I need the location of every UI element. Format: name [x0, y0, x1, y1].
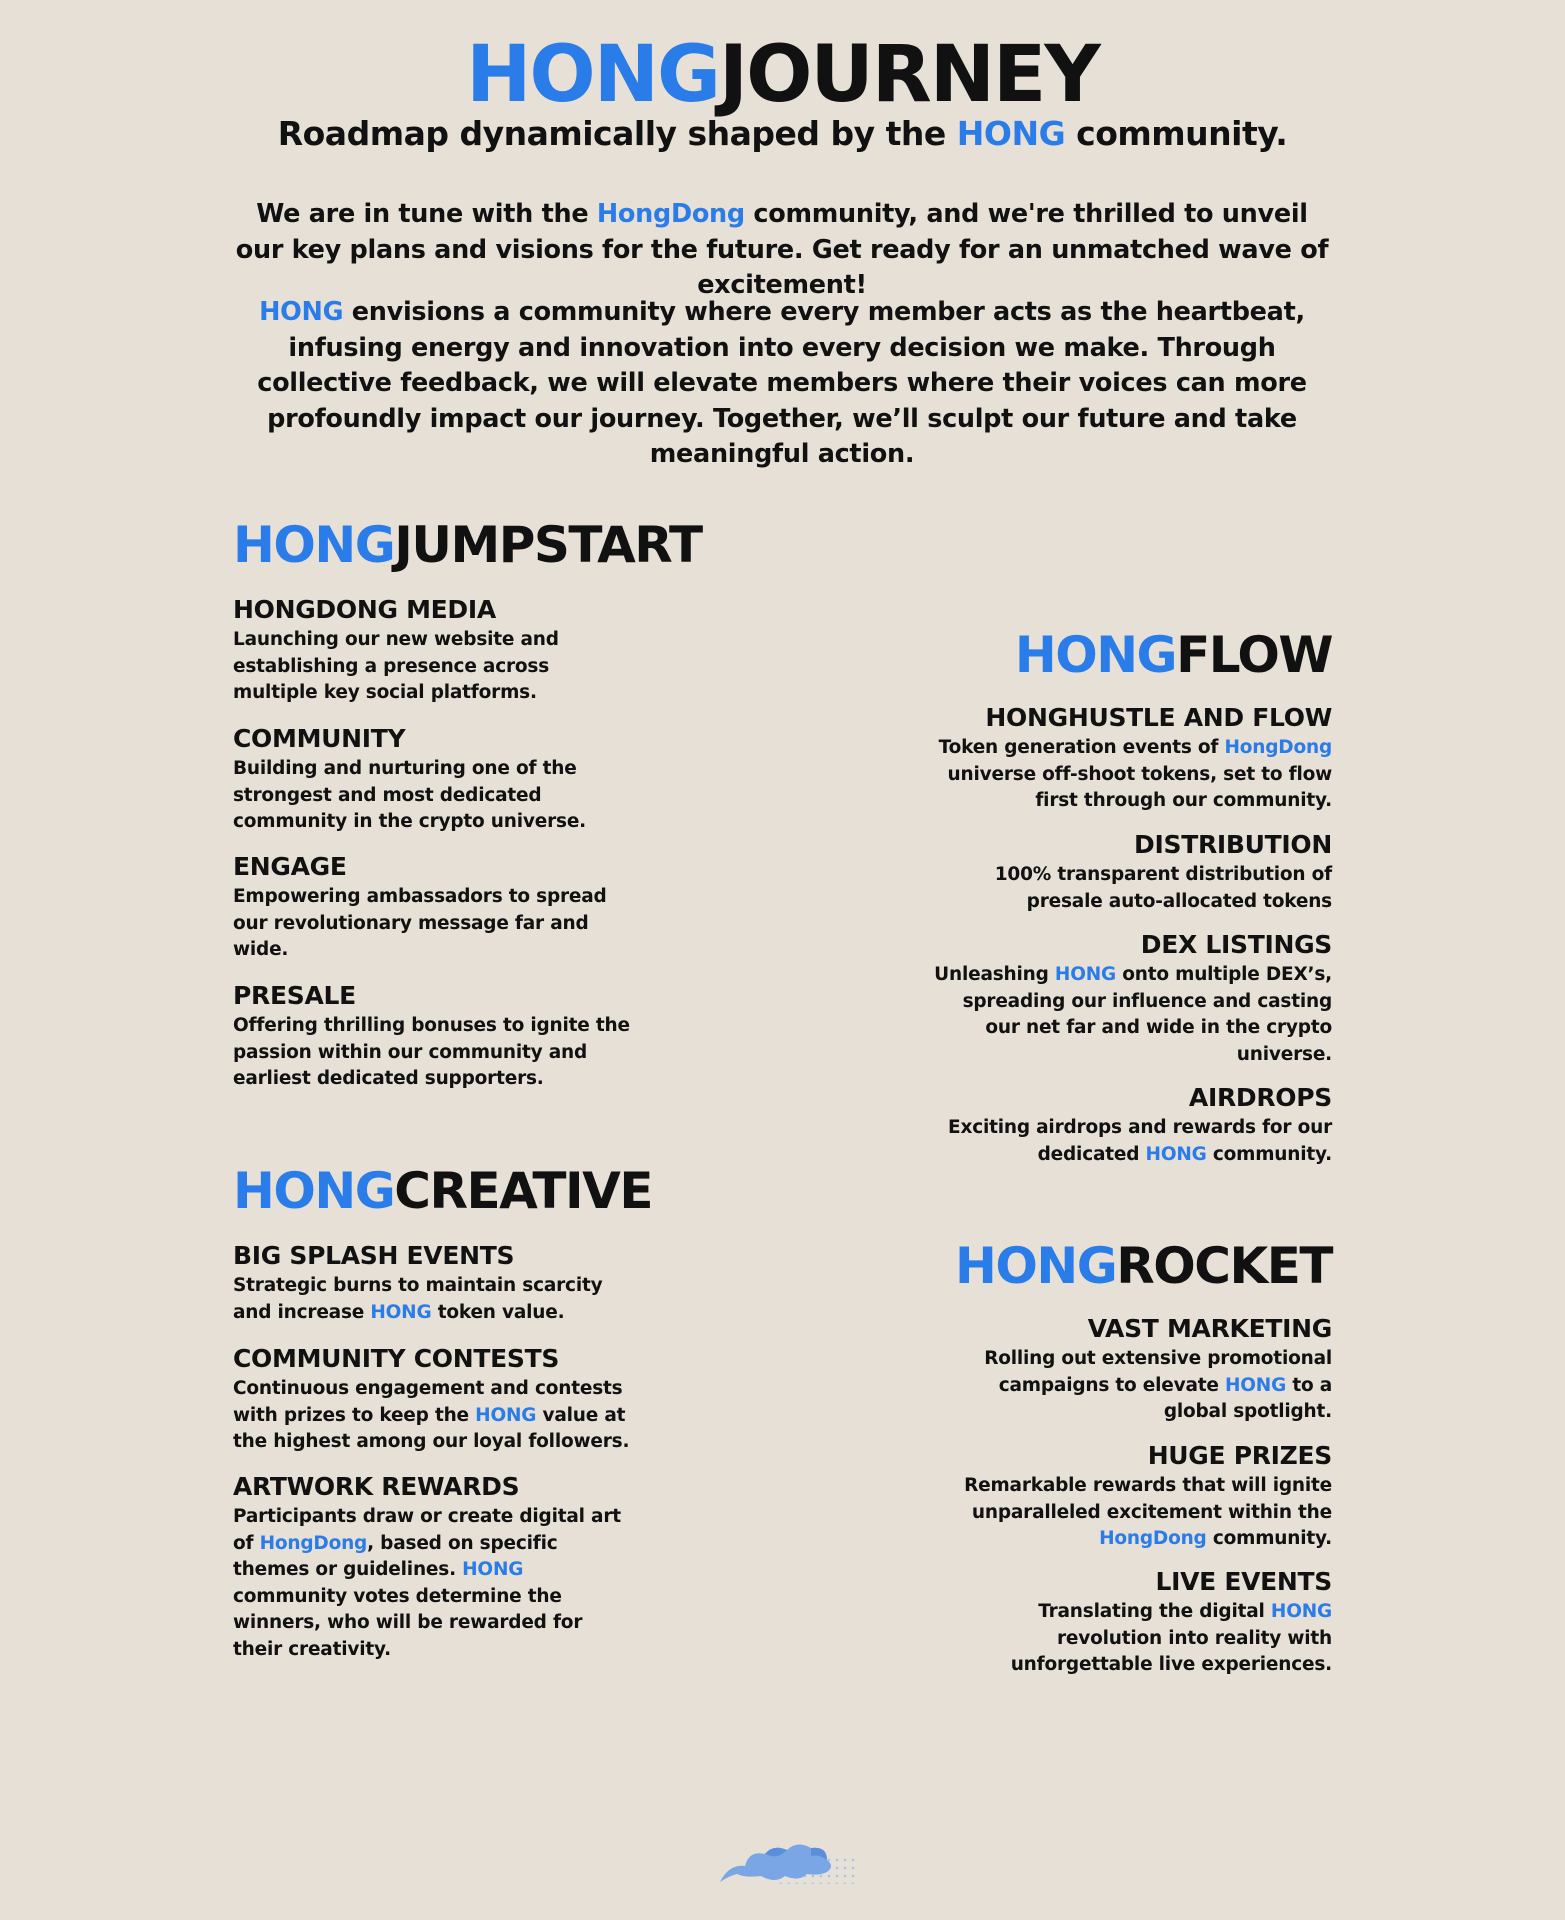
desc-text: Exciting airdrops and rewards for our dedicated — [948, 1117, 1332, 1165]
desc-accent: HONG — [475, 1404, 537, 1426]
roadmap-item-live-events — [932, 1567, 1332, 1679]
page-title-rest: JOURNEY — [719, 30, 1099, 120]
heading-accent: HONG — [233, 1162, 395, 1220]
item-title: LIVE EVENTS — [1155, 1567, 1332, 1596]
item-description: Launching our new website and establishing a presence across multiple key social platforms. — [233, 629, 559, 703]
desc-text: Remarkable rewards that will ignite unparalleled excitement within the — [964, 1475, 1332, 1523]
desc-accent: HongDong — [1224, 737, 1332, 758]
roadmap-item-dex-listings — [932, 930, 1332, 1068]
desc-text: Unleashing — [934, 964, 1055, 985]
desc-accent: HONG — [1054, 964, 1116, 985]
roadmap-item-presale — [233, 981, 633, 1093]
intro-2-text-post: envisions a community where every member acts as the heartbeat, infusing energy and innovation into every decision we make. Through collective feedback, we will elevate members where their voices can more profoundly impact our journey. Together, we’ll sculpt our future and take meaningful action. — [257, 297, 1307, 469]
section-heading-flow — [1014, 626, 1332, 684]
item-description — [932, 962, 1332, 1068]
desc-text: onto multiple DEX’s, spreading our influence and casting our net far and wide in the crypto universe. — [962, 964, 1332, 1065]
item-description — [932, 1599, 1332, 1679]
item-title: ENGAGE — [233, 852, 347, 881]
section-heading-rocket — [955, 1237, 1332, 1295]
roadmap-item-big-splash-events — [233, 1241, 633, 1326]
roadmap-item-community-contests — [233, 1344, 633, 1456]
item-title: COMMUNITY — [233, 724, 406, 753]
heading-rest: ROCKET — [1116, 1237, 1332, 1295]
item-title: PRESALE — [233, 981, 356, 1010]
item-title: AIRDROPS — [1188, 1083, 1332, 1112]
desc-text: Translating the digital — [1038, 1601, 1271, 1622]
desc-text: community votes determine the winners, who will be rewarded for their creativity. — [233, 1585, 583, 1660]
desc-text: Rolling out extensive promotional campaigns to elevate — [984, 1348, 1332, 1396]
desc-accent: HongDong — [1099, 1528, 1207, 1549]
item-title: DISTRIBUTION — [1134, 830, 1332, 859]
section-heading-jumpstart — [233, 516, 702, 574]
desc-text: community. — [1206, 1528, 1332, 1549]
roadmap-item-artwork-rewards — [233, 1472, 633, 1663]
desc-text: 100% transparent distribution of presale auto-allocated tokens — [994, 864, 1332, 912]
item-description: Building and nurturing one of the strongest and most dedicated community in the crypto universe. — [233, 758, 586, 832]
roadmap-item-hongdong-media — [233, 595, 633, 707]
desc-accent: HONG — [370, 1301, 432, 1323]
intro-paragraph-1 — [232, 197, 1332, 304]
desc-accent: HongDong — [259, 1532, 368, 1554]
desc-accent: HONG — [1225, 1374, 1287, 1396]
intro-1-accent: HongDong — [596, 199, 745, 229]
desc-text: Strategic burns to maintain scarcity and increase — [233, 1275, 603, 1323]
roadmap-item-airdrops — [932, 1083, 1332, 1168]
page-title-accent: HONG — [466, 30, 720, 120]
item-title: HONGHUSTLE AND FLOW — [985, 703, 1332, 732]
heading-rest: CREATIVE — [394, 1162, 652, 1220]
desc-text: value at the highest among our loyal followers. — [233, 1404, 630, 1452]
section-heading-creative — [233, 1162, 652, 1220]
desc-accent: HONG — [1145, 1143, 1207, 1165]
desc-text: universe off-shoot tokens, set to flow first through our community. — [947, 763, 1332, 811]
heading-accent: HONG — [1014, 626, 1177, 684]
roadmap-item-community — [233, 724, 633, 836]
item-title: ARTWORK REWARDS — [233, 1472, 520, 1501]
item-title: HONGDONG MEDIA — [233, 595, 496, 624]
desc-text: revolution into reality with unforgettable live experiences. — [1010, 1627, 1332, 1675]
roadmap-item-honghustle-and-flow — [932, 703, 1332, 815]
desc-text: community. — [1206, 1143, 1332, 1165]
desc-text: to a global spotlight. — [1163, 1374, 1332, 1422]
roadmap-item-distribution — [932, 830, 1332, 915]
subtitle-text-pre: Roadmap dynamically shaped by the — [277, 114, 957, 153]
item-description — [932, 735, 1332, 815]
desc-text: Token generation events of — [938, 737, 1225, 758]
blue-cloud-logo-icon — [715, 1810, 865, 1900]
desc-text: Continuous engagement and contests with prizes to keep the — [233, 1378, 623, 1426]
item-description: Empowering ambassadors to spread our revolutionary message far and wide. — [233, 886, 607, 960]
roadmap-item-huge-prizes — [932, 1441, 1332, 1553]
item-title: COMMUNITY CONTESTS — [233, 1344, 560, 1373]
subtitle-text-post: community. — [1065, 114, 1288, 153]
subtitle-accent: HONG — [956, 114, 1066, 153]
page-subtitle — [0, 114, 1565, 154]
item-title: VAST MARKETING — [1087, 1314, 1332, 1343]
page-title — [0, 30, 1565, 120]
heading-accent: HONG — [955, 1237, 1117, 1295]
item-description — [233, 1504, 633, 1663]
item-description — [233, 1273, 633, 1326]
item-title: HUGE PRIZES — [1147, 1441, 1332, 1470]
roadmap-item-vast-marketing — [932, 1314, 1332, 1426]
desc-accent: HONG — [462, 1559, 524, 1580]
item-description — [932, 862, 1332, 915]
heading-accent: HONG — [233, 516, 395, 574]
intro-paragraph-2 — [232, 295, 1332, 473]
desc-accent: HONG — [1270, 1601, 1332, 1622]
intro-1-text-post: community, and we're thrilled to unveil our key plans and visions for the future. Get ready for an unmatched wave of excitement! — [235, 199, 1329, 300]
item-description — [233, 1376, 633, 1456]
heading-rest: FLOW — [1176, 626, 1332, 684]
item-title: DEX LISTINGS — [1140, 930, 1332, 959]
desc-text: Participants draw or create digital art of — [233, 1506, 621, 1554]
desc-text: , based on specific themes or guidelines. — [233, 1532, 558, 1580]
item-description — [932, 1115, 1332, 1168]
item-description — [932, 1346, 1332, 1426]
item-description — [932, 1473, 1332, 1553]
desc-text: token value. — [431, 1301, 565, 1323]
roadmap-item-engage — [233, 852, 633, 964]
heading-rest: JUMPSTART — [394, 516, 702, 574]
intro-2-accent: HONG — [259, 297, 344, 327]
intro-1-text-pre: We are in tune with the — [256, 199, 597, 229]
item-description: Offering thrilling bonuses to ignite the passion within our community and earliest dedicated supporters. — [233, 1015, 630, 1089]
item-title: BIG SPLASH EVENTS — [233, 1241, 515, 1270]
